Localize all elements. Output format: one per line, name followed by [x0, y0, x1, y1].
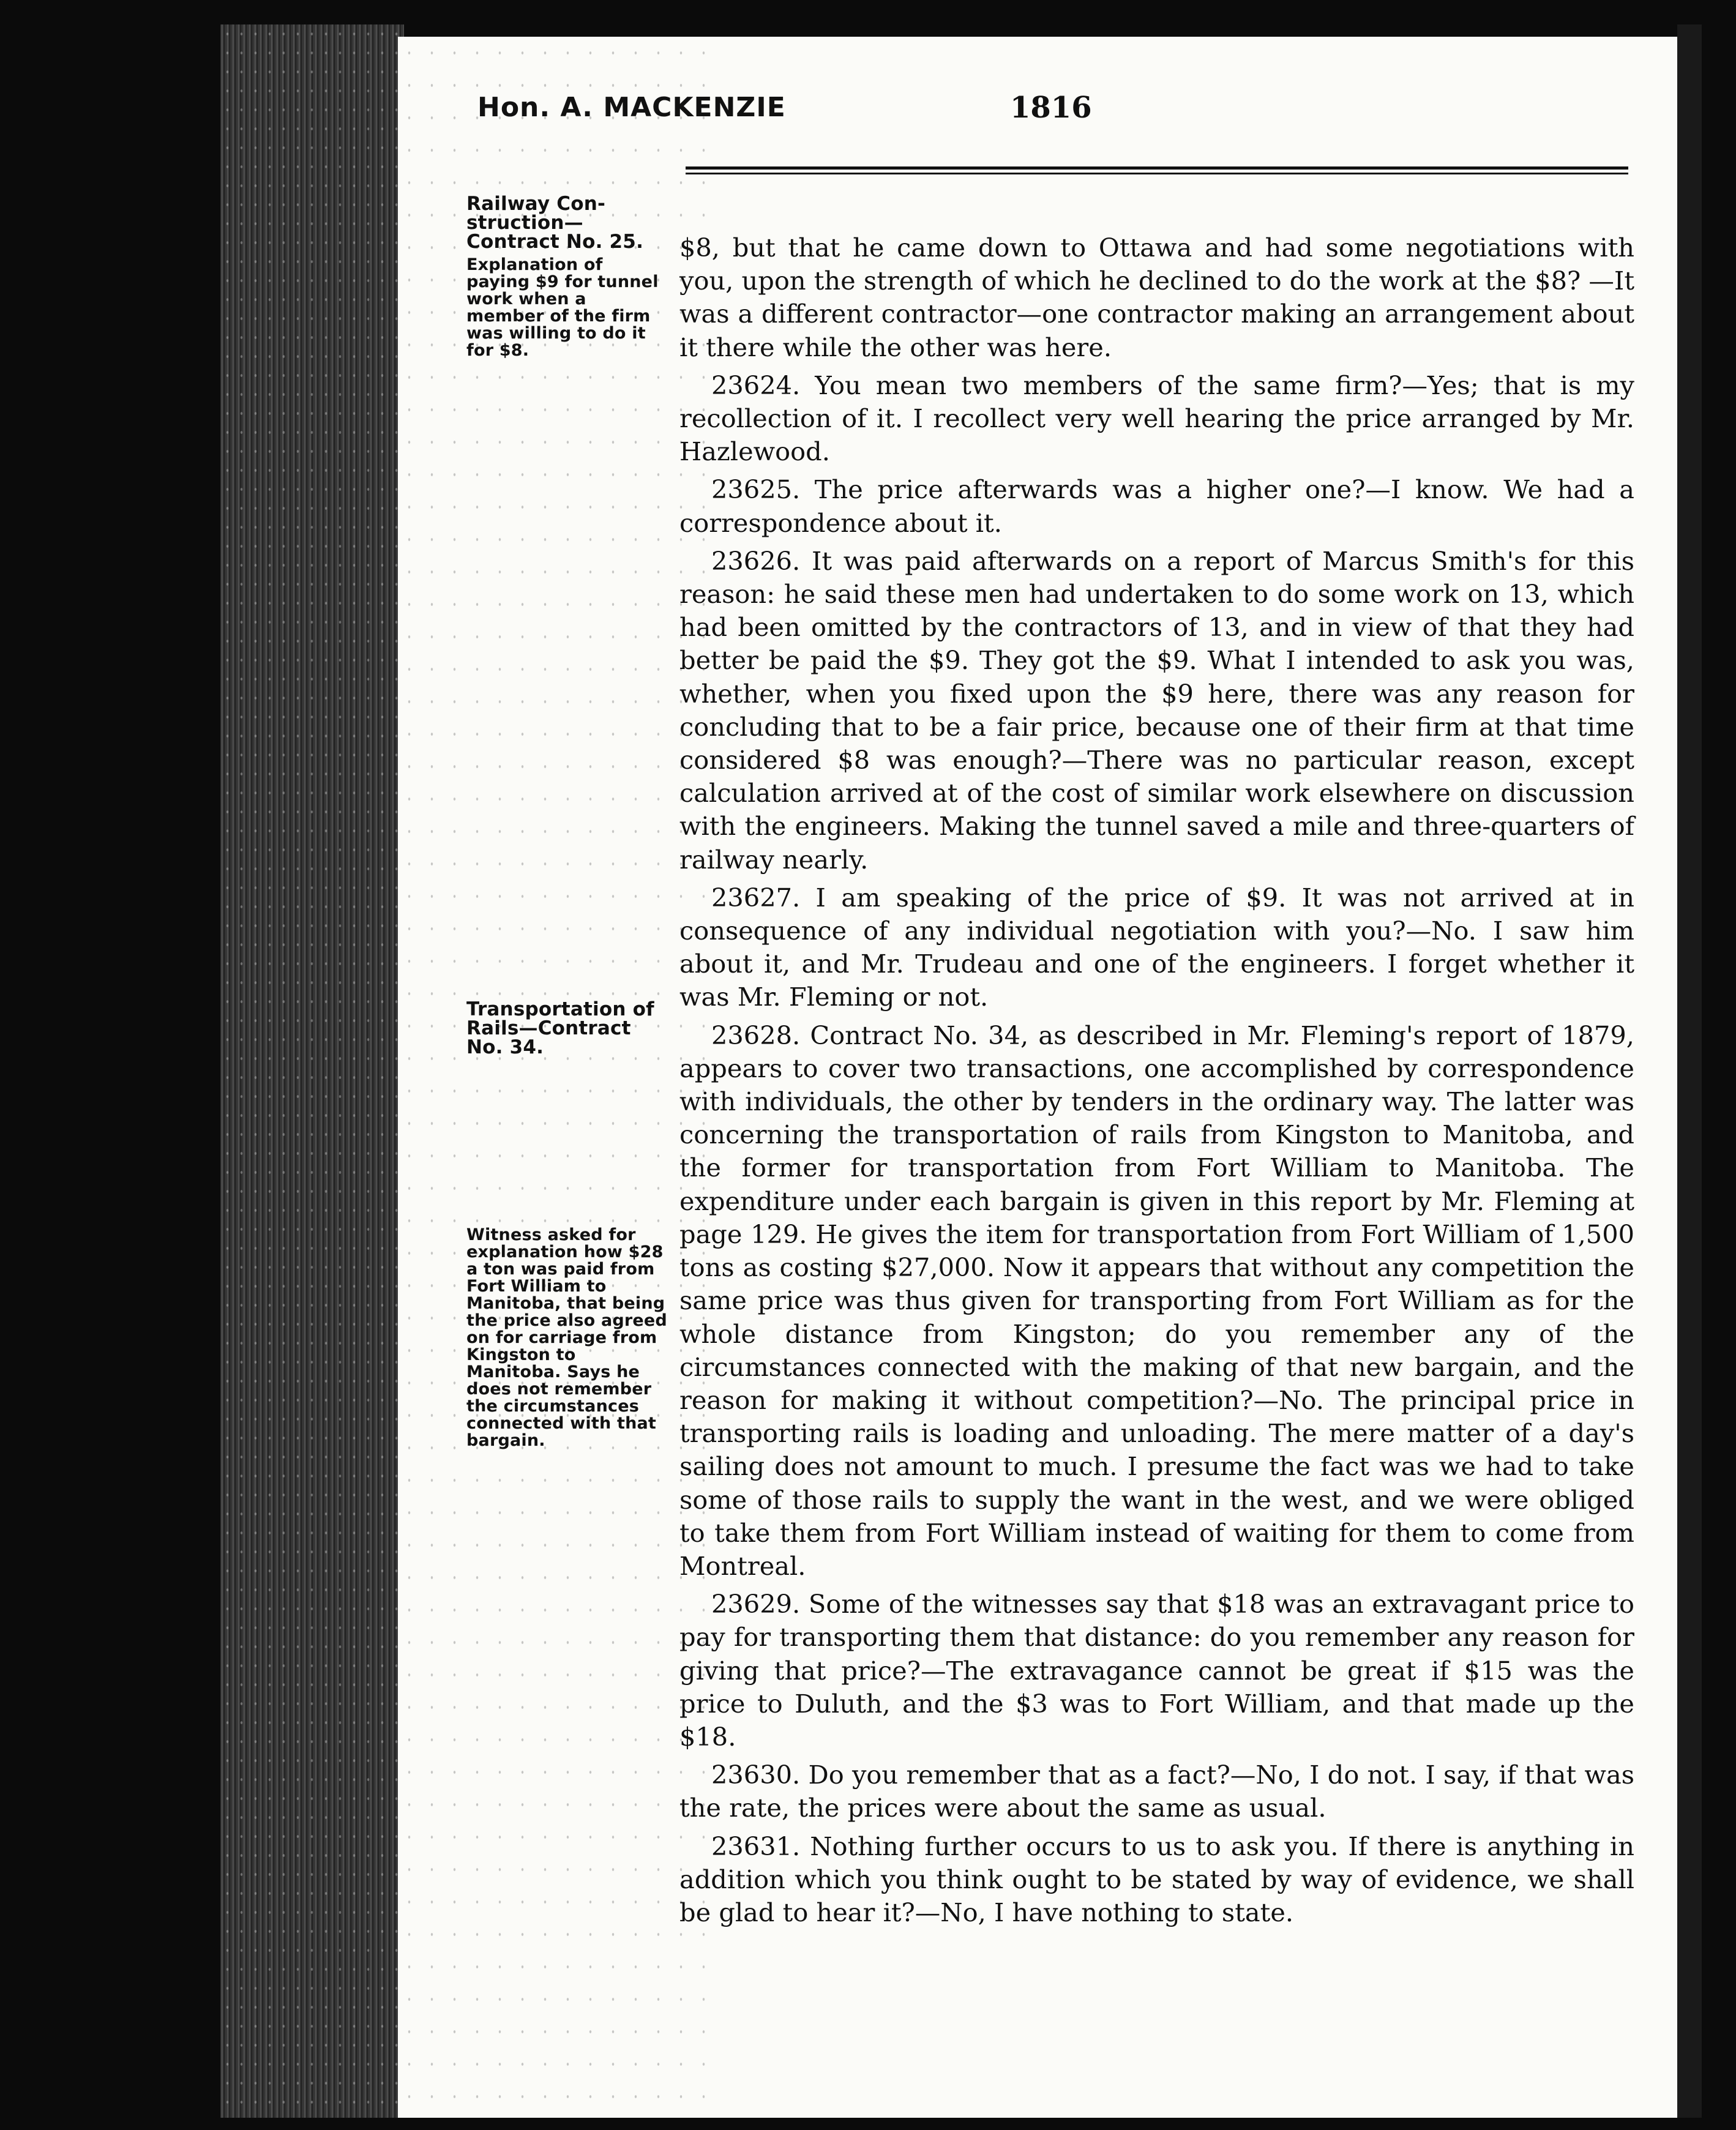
paragraph-23626: 23626. It was paid afterwards on a report of Marcus Smith's for this reason: he said these men had undertaken to do some work on 13, which had been omitted by the contractors of 13, and in view of that they had better be paid the $9. They got the $9. What I intended to ask you was, whether, when you fixed upon the $9 here, there was any reason for concluding that to be a fair price, because one of their firm at that time considered $8 was enough?—There was no particular reason, except calculation arrived at of the cost of similar work elsewhere on discussion with the engineers. Making the tunnel saved a mile and three-quarters of railway nearly.: [679, 545, 1634, 875]
paragraph-continued: $8, but that he came down to Ottawa and had some negotiations with you, upon the strength of which he declined to do the work at the $8? —It was a different contractor—one contractor making an arrangement about it there while the other was here.: [679, 233, 1634, 362]
margin-note-witness-explanation: [466, 1227, 668, 1449]
margin-note-railway-construction: [466, 195, 668, 359]
margin-note-title: Transportation of Rails—Contract No. 34.: [466, 998, 654, 1058]
page-edge-speckle: [220, 24, 404, 2118]
paragraph-23625: 23625. The price afterwards was a higher one?—I know. We had a correspondence about it.: [679, 474, 1634, 538]
main-text-body: [679, 231, 1634, 1934]
paragraph-23627: 23627. I am speaking of the price of $9. It was not arrived at in consequence of any individual negotiation with you?—No. I saw him about it, and Mr. Trudeau and one of the engineers. I forget whether it was Mr. Fleming or not.: [679, 882, 1634, 1012]
book-binding-edge: [1677, 24, 1702, 2118]
paragraph-23624: 23624. You mean two members of the same firm?—Yes; that is my recollection of it. I recollect very well hearing the price arranged by Mr. Hazlewood.: [679, 370, 1634, 467]
paragraph-23628: 23628. Contract No. 34, as described in Mr. Fleming's report of 1879, appears to cover two transactions, one accomplished by correspondence with individuals, the other by tenders in the ordinary way. The latter was concerning the transportation of rails from Kingston to Manitoba, and the former for transportation from Fort William to Manitoba. The expenditure under each bargain is given in this report by Mr. Fleming at page 129. He gives the item for transportation from Fort William of 1,500 tons as costing $27,000. Now it appears that without any competition the same price was thus given for transporting from Fort William as for the whole distance from Kingston; do you remember any of the circumstances connected with the making of that new bargain, and the reason for making it without competition?—No. The principal price in transporting rails is loading and unloading. The mere matter of a day's sailing does not amount to much. I presume the fact was we had to take some of those rails to supply the want in the west, and we were obliged to take them from Fort William instead of waiting for them to come from Montreal.: [679, 1020, 1634, 1581]
paragraph-23631: 23631. Nothing further occurs to us to ask you. If there is anything in addition which you think ought to be stated by way of evidence, we shall be glad to hear it?—No, I have nothing to state.: [679, 1831, 1634, 1927]
page-number: 1816: [1010, 91, 1092, 125]
margin-note-title: Railway Con-struction—Contract No. 25.: [466, 193, 644, 253]
margin-note-body: Witness asked for explanation how $28 a ton was paid from Fort William to Manitoba, that being the price also agreed on for carriage from Kingston to Manitoba. Says he does not remember the circumstances connected with that bargain.: [466, 1225, 667, 1450]
margin-note-body: Explanation of paying $9 for tunnel work when a member of the firm was willing to do it for $8.: [466, 255, 659, 360]
margin-note-transportation: [466, 1000, 668, 1057]
header-rule-thin: [686, 173, 1628, 174]
running-title: Hon. A. MACKENZIE: [477, 92, 786, 123]
paragraph-23629: 23629. Some of the witnesses say that $18 was an extravagant price to pay for transporting them that distance: do you remember any reason for giving that price?—The extravagance cannot be great if $15 was the price to Duluth, and the $3 was to Fort William, and that made up the $18.: [679, 1589, 1634, 1752]
running-head: [477, 86, 1628, 141]
header-rule: [686, 166, 1628, 170]
paragraph-23630: 23630. Do you remember that as a fact?—No, I do not. I say, if that was the rate, the prices were about the same as usual.: [679, 1760, 1634, 1823]
